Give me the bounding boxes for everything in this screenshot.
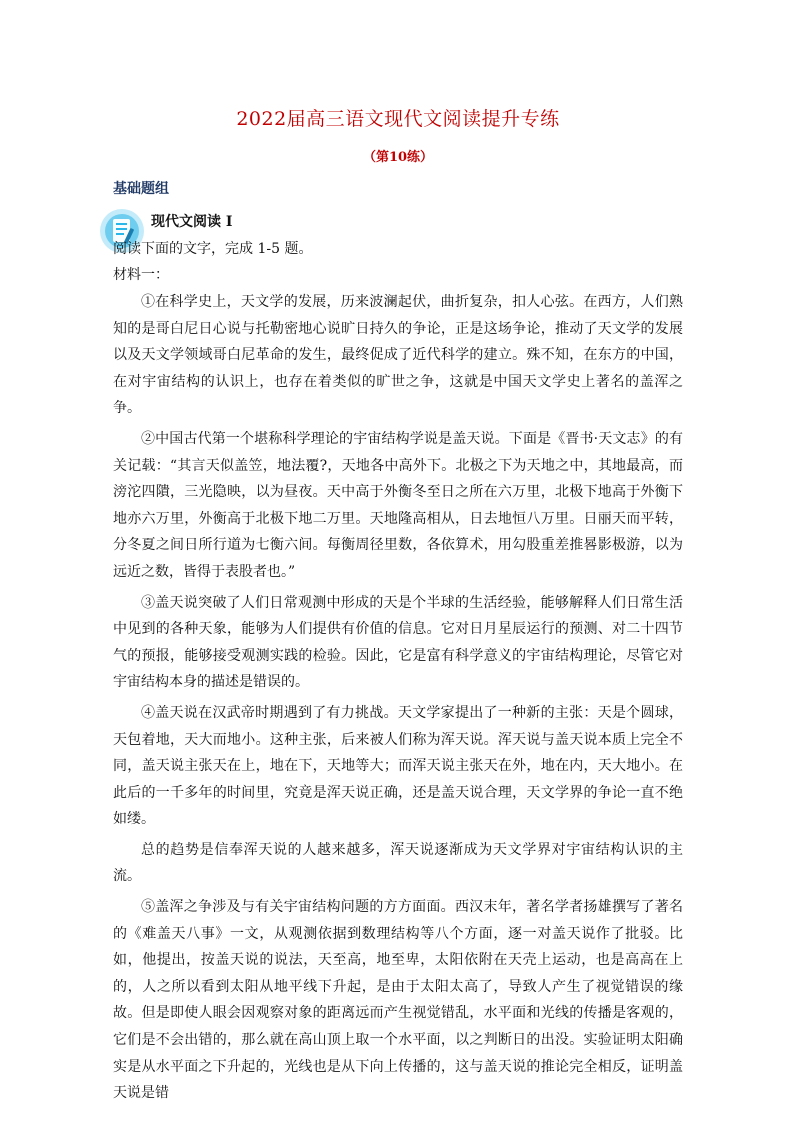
paragraph-4-continued: 总的趋势是信奉浑天说的人越来越多，浑天说逐渐成为天文学界对宇宙结构认识的主流。 (113, 841, 683, 885)
paragraph-2: ②中国古代第一个堪称科学理论的宇宙结构学说是盖天说。下面是《晋书·天文志》的有关记载：“其言天似盖笠，地法覆?，天地各中高外下。北极之下为天地之中，其地最高，而滂沱四隤，三光隐映，以为昼夜。天中高于外衡冬至日之所在六万里，北极下地高于外衡下地亦六万里，外衡高于北极下地二万里。天地隆高相从，日去地恒八万里。日丽天而平转，分冬夏之间日所行道为七衡六间。每衡周径里数，各依算术，用勾股重差推晷影极游，以为远近之数，皆得于表股者也。” (113, 430, 683, 580)
document-subtitle: （第10练） (362, 150, 434, 165)
section-title: 现代文阅读 I (151, 214, 233, 230)
paragraph-1: ①在科学史上，天文学的发展，历来波澜起伏，曲折复杂，扣人心弦。在西方，人们熟知的是哥白尼日心说与托勒密地心说旷日持久的争论，正是这场争论，推动了天文学的发展以及天文学领域哥白尼革命的发生，最终促成了近代科学的建立。殊不知，在东方的中国，在对宇宙结构的认识上，也存在着类似的旷世之争，这就是中国天文学史上著名的盖浑之争。 (113, 294, 683, 417)
paragraph-4: ④盖天说在汉武帝时期遇到了有力挑战。天文学家提出了一种新的主张：天是个圆球，天包着地，天大而地小。这种主张，后来被人们称为浑天说。浑天说与盖天说本质上完全不同，盖天说主张天在上，地在下，天地等大；而浑天说主张天在外，地在内，天大地小。在此后的一千多年的时间里，究竟是浑天说正确，还是盖天说合理，天文学界的争论一直不绝如缕。 (113, 704, 683, 828)
question-group-heading: 基础题组 (113, 181, 169, 197)
paragraph-5: ⑤盖浑之争涉及与有关宇宙结构问题的方方面面。西汉末年，著名学者扬雄撰写了著名的《难盖天八事》一文，从观测依据到数理结构等八个方面，逐一对盖天说作了批驳。比如，他提出，按盖天说的说法，天至高，地至卑，太阳依附在天壳上运动，也是高高在上的，人之所以看到太阳从地平线下升起，是由于太阳太高了，导致人产生了视觉错误的缘故。但是即使人眼会因观察对象的距离远而产生视觉错乱，水平面和光线的传播是客观的，它们是不会出错的，那么就在高山顶上取一个水平面，以之判断日的出没。实验证明太阳确实是从水平面之下升起的，光线也是从下向上传播的，这与盖天说的推论完全相反，证明盖天说是错 (113, 899, 683, 1102)
document-title: 2022届高三语文现代文阅读提升专练 (236, 108, 560, 130)
reading-instruction: 阅读下面的文字，完成 1-5 题。 (113, 241, 313, 257)
article-body (113, 289, 683, 1111)
paragraph-3: ③盖天说突破了人们日常观测中形成的天是个半球的生活经验，能够解释人们日常生活中见到的各种天象，能够为人们提供有价值的信息。它对日月星辰运行的预测、对二十四节气的预报，能够接受观测实践的检验。因此，它是富有科学意义的宇宙结构理论，尽管它对宇宙结构本身的描述是错误的。 (113, 594, 683, 691)
material-label: 材料一： (113, 267, 169, 283)
